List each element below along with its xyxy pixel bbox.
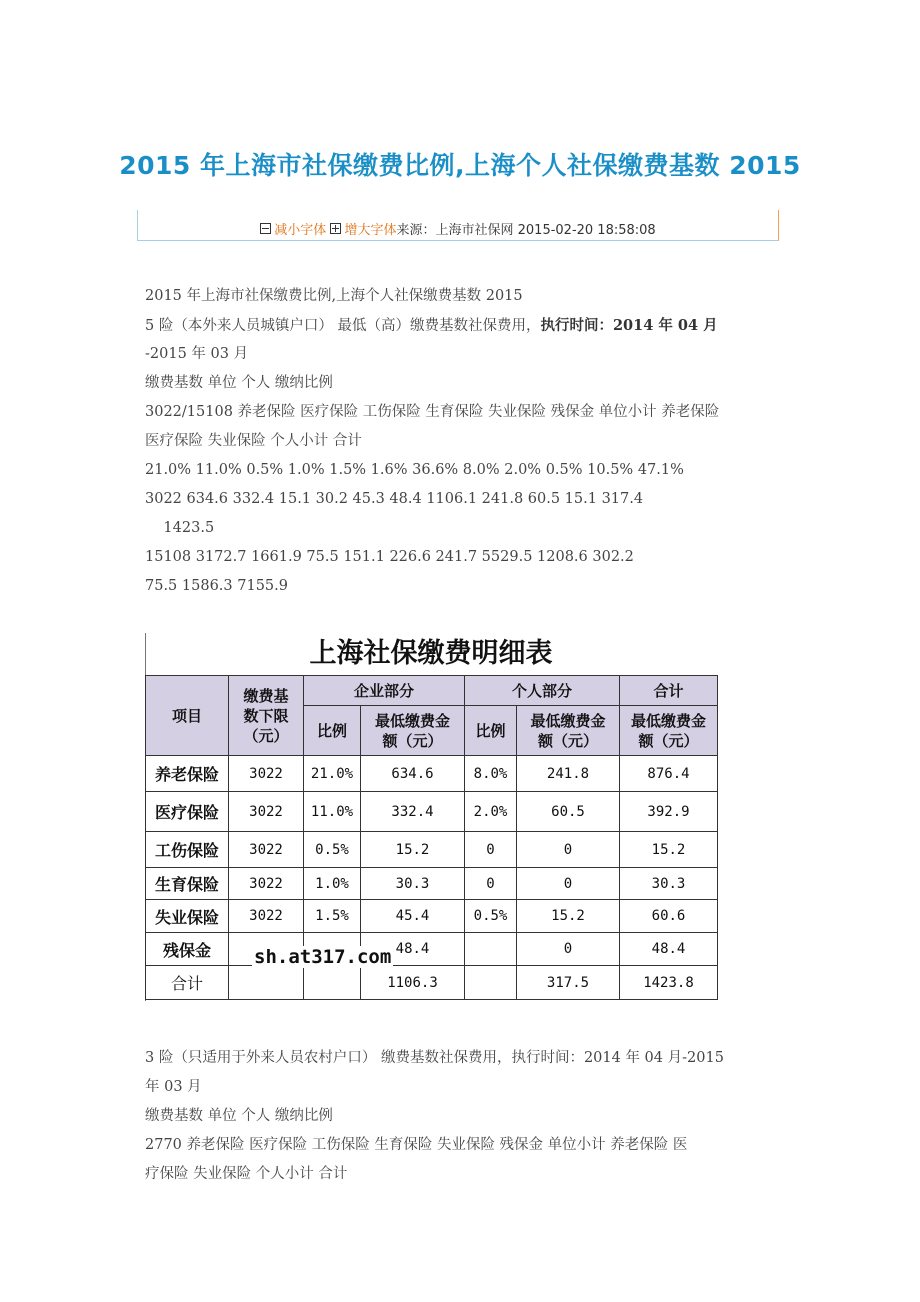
text-line: 21.0% 11.0% 0.5% 1.0% 1.5% 1.6% 36.6% 8.0% 2.0% 0.5% 10.5% 47.1%: [145, 462, 684, 478]
cell-base: 3022: [229, 832, 304, 868]
decrease-font-control[interactable]: [260, 219, 326, 238]
article-meta-box: [137, 210, 779, 241]
cell-personal-fee: 317.5: [517, 966, 620, 1000]
cell-total: 48.4: [620, 933, 718, 966]
text-line: 15108 3172.7 1661.9 75.5 151.1 226.6 241.7 5529.5 1208.6 302.2: [145, 549, 634, 565]
cell-total: 876.4: [620, 756, 718, 792]
source-label: 来源：上海市社保网: [396, 223, 514, 238]
article-title: 2015 年上海市社保缴费比例,上海个人社保缴费基数 2015: [119, 151, 801, 180]
header-personal-ratio: 比例: [465, 706, 517, 756]
text-line: 2770 养老保险 医疗保险 工伤保险 生育保险 失业保险 残保金 单位小计 养老保险 医: [145, 1137, 688, 1153]
text-line: 2015 年上海市社保缴费比例,上海个人社保缴费基数 2015: [145, 288, 523, 304]
cell-company-ratio: 0.5%: [304, 832, 361, 868]
text-line-part: 5 险（本外来人员城镇户口） 最低（高）缴费基数社保费用，: [145, 318, 541, 334]
cell-item: 失业保险: [146, 900, 229, 933]
table-row: [146, 832, 718, 868]
cell-personal-ratio: 2.0%: [465, 792, 517, 832]
header-base-line: 数下限: [243, 706, 289, 725]
cell-base: 3022: [229, 792, 304, 832]
text-line: 缴费基数 单位 个人 缴纳比例: [145, 375, 333, 391]
text-line: 缴费基数 单位 个人 缴纳比例: [145, 1108, 333, 1124]
cell-base: 3022: [229, 868, 304, 900]
text-line: 3 险（只适用于外来人员农村户口） 缴费基数社保费用，执行时间：2014 年 04 月-2015: [145, 1050, 724, 1066]
increase-font-link[interactable]: 增大字体: [344, 223, 397, 238]
text-line: 1423.5: [145, 520, 215, 536]
cell-total: 60.6: [620, 900, 718, 933]
cell-company-fee: 48.4: [361, 933, 465, 966]
plus-box-icon: [330, 223, 341, 234]
header-fee-line: 最低缴费金: [374, 711, 450, 730]
minus-box-icon: [260, 223, 271, 234]
cell-item: 残保金: [146, 933, 229, 966]
cell-personal-ratio: 0: [465, 868, 517, 900]
table-title: 上海社保缴费明细表: [309, 638, 553, 669]
header-fee-line: 额（元）: [638, 731, 699, 750]
header-personal-fee: [517, 706, 620, 756]
cell-item: 生育保险: [146, 868, 229, 900]
header-fee-line: 额（元）: [537, 731, 598, 750]
exec-time-bold: 执行时间：2014 年 04 月: [540, 317, 718, 334]
cell-personal-fee: 60.5: [517, 792, 620, 832]
cell-base: 3022: [229, 900, 304, 933]
header-company-ratio: 比例: [304, 706, 361, 756]
article-meta: [138, 219, 778, 238]
text-line: 3022/15108 养老保险 医疗保险 工伤保险 生育保险 失业保险 残保金 单位小计 养老保险: [145, 404, 720, 420]
publish-datetime: 2015-02-20 18:58:08: [517, 223, 656, 238]
header-company: 企业部分: [304, 676, 465, 706]
cell-personal-ratio: [465, 966, 517, 1000]
cell-base: 3022: [229, 756, 304, 792]
cell-item: 养老保险: [146, 756, 229, 792]
cell-company-fee: 332.4: [361, 792, 465, 832]
table-row: [146, 792, 718, 832]
header-total: 合计: [620, 676, 718, 706]
cell-total: 30.3: [620, 868, 718, 900]
table-row: [146, 966, 718, 1000]
cell-personal-ratio: 0.5%: [465, 900, 517, 933]
header-base-line: 缴费基: [243, 686, 289, 705]
cell-personal-fee: 0: [517, 933, 620, 966]
cell-total: 392.9: [620, 792, 718, 832]
header-personal: 个人部分: [465, 676, 620, 706]
header-base-line: （元）: [243, 726, 289, 745]
header-fee-line: 最低缴费金: [630, 711, 706, 730]
cell-company-ratio: 11.0%: [304, 792, 361, 832]
cell-personal-ratio: 0: [465, 832, 517, 868]
watermark: sh.at317.com: [254, 946, 392, 968]
cell-total: 15.2: [620, 832, 718, 868]
cell-personal-fee: 15.2: [517, 900, 620, 933]
table-row: [146, 900, 718, 933]
cell-base: [229, 966, 304, 1000]
cell-item: 医疗保险: [146, 792, 229, 832]
cell-company-ratio: 21.0%: [304, 756, 361, 792]
cell-company-ratio: 1.0%: [304, 868, 361, 900]
cell-company-ratio: 1.5%: [304, 900, 361, 933]
cell-personal-fee: 0: [517, 832, 620, 868]
header-base: [229, 676, 304, 756]
header-fee-line: 额（元）: [382, 731, 443, 750]
cell-personal-fee: 0: [517, 868, 620, 900]
cell-company-ratio: [304, 966, 361, 1000]
text-line: 年 03 月: [145, 1079, 202, 1095]
cell-personal-fee: 241.8: [517, 756, 620, 792]
text-line: 疗保险 失业保险 个人小计 合计: [145, 1166, 348, 1182]
cell-personal-ratio: 8.0%: [465, 756, 517, 792]
cell-item: 工伤保险: [146, 832, 229, 868]
table-row: [146, 756, 718, 792]
cell-company-fee: 45.4: [361, 900, 465, 933]
cell-total: 1423.8: [620, 966, 718, 1000]
cell-personal-ratio: [465, 933, 517, 966]
cell-company-fee: 1106.3: [361, 966, 465, 1000]
cell-company-fee: 30.3: [361, 868, 465, 900]
header-company-fee: [361, 706, 465, 756]
text-line: 医疗保险 失业保险 个人小计 合计: [145, 433, 362, 449]
table-row: [146, 933, 718, 966]
text-line: -2015 年 03 月: [145, 346, 249, 362]
text-line: 3022 634.6 332.4 15.1 30.2 45.3 48.4 1106.1 241.8 60.5 15.1 317.4: [145, 491, 644, 507]
header-fee-line: 最低缴费金: [530, 711, 606, 730]
cell-company-fee: 634.6: [361, 756, 465, 792]
cell-item: 合计: [146, 966, 229, 1000]
decrease-font-link[interactable]: 减小字体: [274, 223, 327, 238]
text-line: 75.5 1586.3 7155.9: [145, 578, 288, 594]
increase-font-control[interactable]: [330, 219, 396, 238]
header-total-fee: [620, 706, 718, 756]
header-item: 项目: [146, 676, 229, 756]
social-insurance-table: [145, 675, 718, 1000]
table-row: [146, 868, 718, 900]
text-line-5-risks: [145, 311, 785, 341]
cell-company-fee: 15.2: [361, 832, 465, 868]
